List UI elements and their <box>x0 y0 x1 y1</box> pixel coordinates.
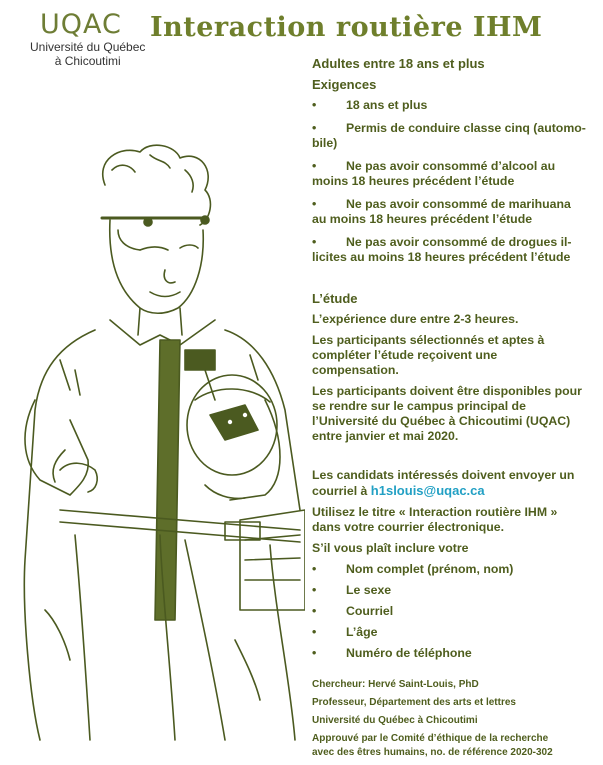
list-item: • Ne pas avoir consommé d’alcool au moins 18 heures précédent l’étude <box>312 159 556 188</box>
list-item: • Numéro de téléphone <box>312 646 472 660</box>
list-item: • Le sexe <box>312 583 392 597</box>
poster-title: Interaction routière IHM <box>150 12 543 43</box>
email-link[interactable]: h1slouis@uqac.ca <box>370 483 485 498</box>
study-compensation: Les participants sélectionnés et aptes à compléter l’étude reçoivent une compensation. <box>312 333 545 377</box>
study-duration: L’expérience dure entre 2-3 heures. <box>312 312 519 326</box>
list-item: • Permis de conduire classe cinq (automo-bile) <box>312 121 586 150</box>
include-list <box>312 562 587 661</box>
contact-intro: Les candidats intéressés doivent envoyer un courriel à h1slouis@uqac.ca <box>312 468 575 498</box>
list-item: • Nom complet (prénom, nom) <box>312 562 514 576</box>
ethics-line-1: Approuvé par le Comité d’éthique de la recherche <box>312 733 549 744</box>
logo-wordmark: UQAC <box>40 9 122 40</box>
include-intro: S’il vous plaît inclure votre <box>312 541 469 555</box>
researcher-role: Professeur, Département des arts et lettres <box>312 697 516 708</box>
list-item: • 18 ans et plus <box>312 98 428 112</box>
study-heading: L’étude <box>312 291 358 306</box>
researcher-institution: Université du Québec à Chicoutimi <box>312 715 478 726</box>
list-item: • L’âge <box>312 625 378 639</box>
logo-subtitle-line2: à Chicoutimi <box>54 54 121 68</box>
requirements-heading: Exigences <box>312 77 377 92</box>
researcher-name: Chercheur: Hervé Saint-Louis, PhD <box>312 679 479 690</box>
uqac-logo <box>30 9 146 68</box>
study-availability: Les participants doivent être disponibles pour se rendre sur le campus principal de l’Université du Québec à Chicoutimi (UQAC) entre janvier et mai 2020. <box>312 384 582 443</box>
requirements-list <box>312 98 587 265</box>
ethics-line-2: avec des êtres humains, no. de référence 2020-302 <box>312 747 553 758</box>
logo-subtitle-line1: Université du Québec <box>30 40 146 54</box>
eligibility-line: Adultes entre 18 ans et plus <box>312 56 485 71</box>
list-item: • Ne pas avoir consommé de marihuana au moins 18 heures précédent l’étude <box>312 197 571 226</box>
list-item: • Ne pas avoir consommé de drogues il-licites au moins 18 heures précédent l’étude <box>312 235 572 264</box>
subject-instruction: Utilisez le titre « Interaction routière IHM » dans votre courrier électronique. <box>312 505 558 534</box>
list-item: • Courriel <box>312 604 394 618</box>
poster-content <box>312 56 587 765</box>
pilot-illustration <box>0 140 305 747</box>
